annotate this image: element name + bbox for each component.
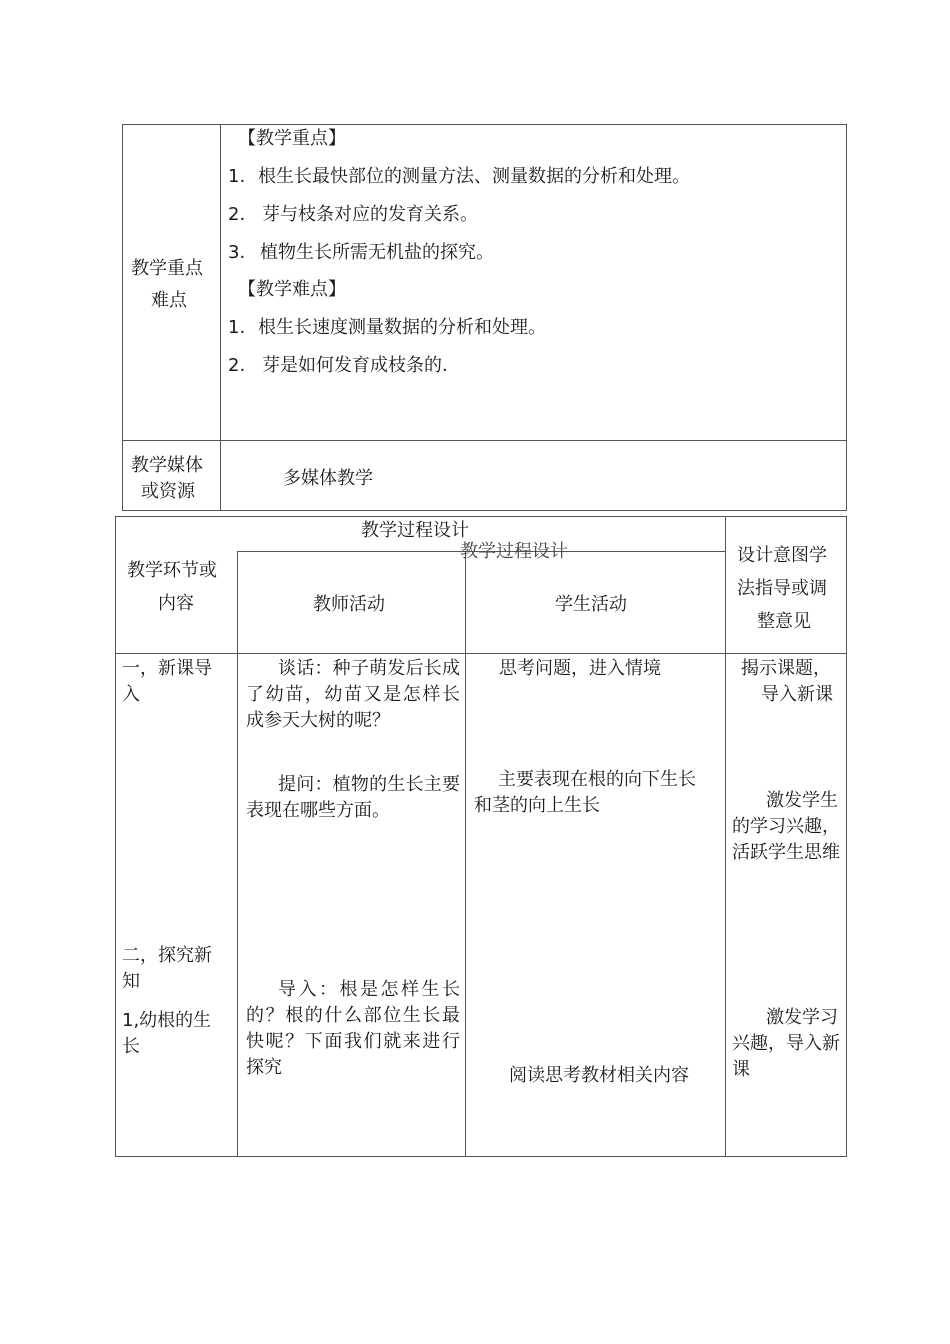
media-label-line1: 教学媒体	[131, 455, 203, 476]
difficulty-2-number: 2.	[228, 355, 246, 376]
difficulty-1-text: 根生长速度测量数据的分析和处理。	[258, 317, 546, 338]
key-point-1-number: 1.	[228, 166, 246, 187]
section-intro-line2: 入	[122, 684, 140, 705]
table1-border-left	[122, 124, 123, 511]
media-value: 多媒体教学	[283, 468, 373, 489]
table2-col2-divider	[465, 551, 466, 1157]
table2-col3-divider	[725, 516, 726, 1157]
teacher-introduction: 导入：根是怎样生长的？根的什么部位生长最快呢？下面我们就来进行探究	[246, 979, 460, 1078]
table2-header-divider	[115, 653, 847, 654]
design-intent-3: 激发学习兴趣，导入新课	[732, 1007, 840, 1080]
key-point-3-text: 植物生长所需无机盐的探究。	[260, 242, 494, 263]
table2-border-left	[115, 516, 116, 1157]
section-explore-line2: 知	[122, 971, 140, 992]
key-difficulty-label-line2: 难点	[151, 290, 187, 311]
student-activity-2: 主要表现在根的向下生长和茎的向上生长	[474, 769, 696, 816]
table2-border-right	[846, 516, 847, 1157]
teacher-question: 提问：植物的生长主要表现在哪些方面。	[246, 774, 460, 821]
key-point-2-number: 2.	[228, 204, 246, 225]
table1-border-divider	[220, 124, 221, 511]
media-label-line2: 或资源	[141, 481, 195, 502]
difficulties-header: 【教学难点】	[238, 279, 346, 300]
col4-header-line3: 整意见	[757, 611, 811, 632]
difficulty-2-text: 芽是如何发育成枝条的.	[262, 355, 448, 376]
table1-border-mid	[122, 440, 847, 441]
difficulty-1-number: 1.	[228, 317, 246, 338]
student-activity-1: 思考问题，进入情境	[499, 658, 661, 679]
design-intent-2: 激发学生的学习兴趣，活跃学生思维	[732, 790, 840, 863]
section-explore-line1: 二，探究新	[122, 945, 212, 966]
key-point-1-text: 根生长最快部位的测量方法、测量数据的分析和处理。	[258, 166, 690, 187]
process-title: 教学过程设计	[361, 520, 469, 541]
process-title-ghost-clip	[440, 541, 600, 562]
col4-header-line2: 法指导或调	[737, 578, 827, 599]
section-root-growth-line2: 长	[122, 1036, 140, 1057]
student-activity-3: 阅读思考教材相关内容	[509, 1065, 689, 1086]
table1-border-bottom	[122, 510, 847, 511]
key-point-3-number: 3.	[228, 242, 246, 263]
section-intro-line1: 一，新课导	[122, 658, 212, 679]
key-point-2-text: 芽与枝条对应的发育关系。	[262, 204, 478, 225]
col1-header-line2: 内容	[158, 593, 194, 614]
section-root-growth-line1: 1,幼根的生	[122, 1010, 212, 1031]
table1-border-top	[122, 124, 847, 125]
table2-border-top	[115, 516, 847, 517]
col3-header: 学生活动	[555, 594, 627, 615]
col4-header-line1: 设计意图学	[737, 545, 827, 566]
table2-border-bottom	[115, 1156, 847, 1157]
col2-header: 教师活动	[313, 594, 385, 615]
design-intent-1-line2: 导入新课	[761, 684, 833, 705]
design-intent-1-line1: 揭示课题，	[741, 658, 831, 679]
teacher-talk: 谈话：种子萌发后长成了幼苗，幼苗又是怎样长成参天大树的呢？	[246, 658, 460, 731]
process-title-ghost: 教学过程设计	[460, 541, 568, 562]
table1-border-right	[846, 124, 847, 511]
col1-header-line1: 教学环节或	[127, 560, 217, 581]
key-difficulty-label-line1: 教学重点	[131, 258, 203, 279]
key-points-header: 【教学重点】	[238, 128, 346, 149]
table2-col1-divider	[237, 551, 238, 1157]
